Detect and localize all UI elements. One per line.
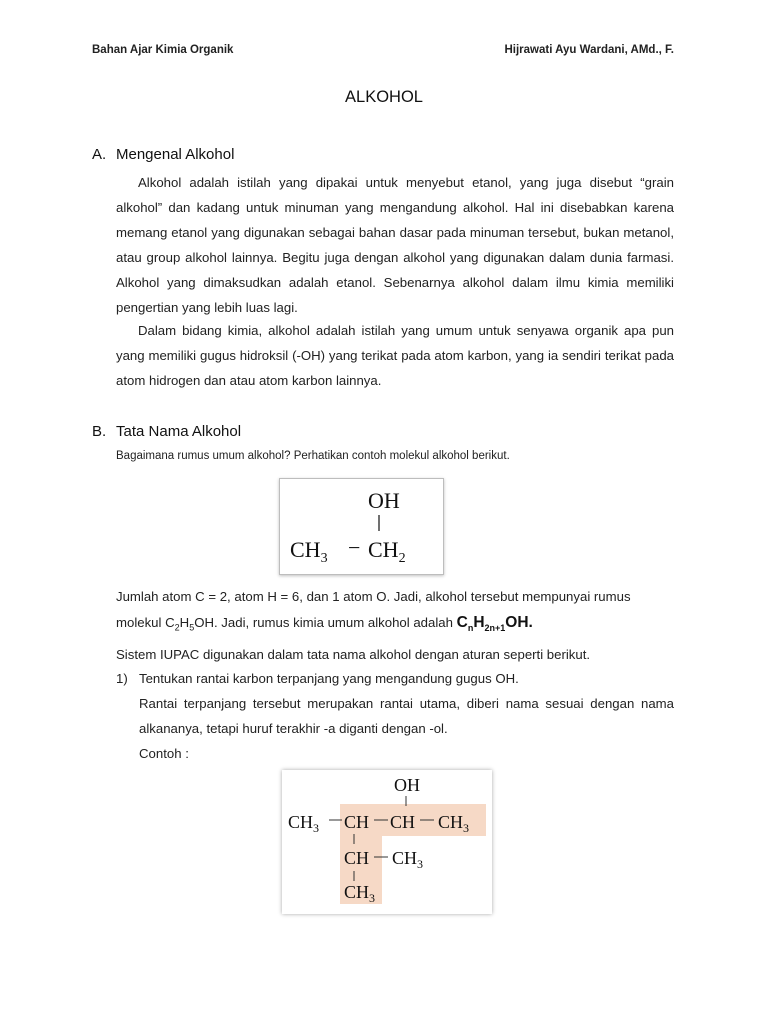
section-b-intro: Bagaimana rumus umum alkohol? Perhatikan contoh molekul alkohol berikut. xyxy=(116,450,510,462)
page-title: ALKOHOL xyxy=(345,88,423,106)
general-formula: $C_nH_{2n+1}OH$. xyxy=(456,614,533,634)
section-b-title: Tata Nama Alkohol xyxy=(116,423,242,440)
row3-ch3: $CH_3$ xyxy=(344,882,376,905)
example-label: Contoh : xyxy=(139,746,189,761)
iupac-intro-text: Sistem IUPAC digunakan dalam tata nama alkohol dengan aturan seperti berikut. xyxy=(116,647,591,662)
row1-ch-1: CH xyxy=(344,812,370,832)
ethanol-ch2-label: $CH_2$ xyxy=(368,537,406,566)
rule-1-text: Tentukan rantai karbon terpanjang yang mengandung gugus OH. xyxy=(139,671,519,686)
branch-oh-label: OH xyxy=(394,775,420,795)
section-a-heading xyxy=(92,146,234,163)
row1-ch-2: CH xyxy=(390,812,416,832)
section-a-number: A. xyxy=(92,146,107,163)
branched-alcohol-figure xyxy=(282,770,492,914)
header-left: Bahan Ajar Kimia Organik xyxy=(92,44,234,56)
section-b-heading xyxy=(92,423,241,440)
section-b-number: B. xyxy=(92,423,107,440)
ethanol-structure-figure xyxy=(279,478,444,575)
ethanol-oh-label: OH xyxy=(368,488,400,513)
branched-alcohol-svg xyxy=(282,770,492,914)
row2-ch3: $CH_3$ xyxy=(392,848,424,871)
row1-ch3-right: $CH_3$ xyxy=(438,812,470,835)
row2-ch: CH xyxy=(344,848,370,868)
rule-1-detail: Rantai terpanjang tersebut merupakan rantai utama, diberi nama sesuai dengan nama alkananya, tetapi huruf terakhir -a diganti dengan -ol. xyxy=(139,696,674,736)
section-a-title: Mengenal Alkohol xyxy=(116,146,235,163)
ethanol-bond-dash: − xyxy=(348,535,361,560)
rule-1-number: 1) xyxy=(116,671,128,686)
header-right: Hijrawati Ayu Wardani, AMd., F. xyxy=(504,44,674,56)
section-a-paragraph-1: Alkohol adalah istilah yang dipakai untuk menyebut etanol, yang juga disebut “grain alkohol” dan kadang untuk minuman yang mengandung alkohol. Hal ini disebabkan karena memang etanol yang digunakan sebagai bahan dasar pada minuman tersebut, bukan metanol, atau group alkohol lainnya. Begitu juga dengan alkohol yang digunakan dalam dunia farmasi. Alkohol yang dimaksudkan adalah etanol. Sebenarnya alkohol dalam ilmu kimia memiliki pengertian yang lebih luas lagi. xyxy=(116,175,674,315)
ethanol-structure-svg xyxy=(280,479,443,574)
atom-count-text: Jumlah atom C = 2, atom H = 6, dan 1 atom O. Jadi, alkohol tersebut mempunyai rumus xyxy=(116,589,631,604)
section-a-paragraph-2: Dalam bidang kimia, alkohol adalah istilah yang umum untuk senyawa organik apa pun yang memiliki gugus hidroksil (-OH) yang terikat pada atom karbon, yang ia sendiri terikat pada atom hidrogen dan atau atom karbon lainnya. xyxy=(116,323,674,388)
molecule-formula-line: molekul $C_2H_5OH$. Jadi, rumus kimia umum alkohol adalah $C_nH_{2n+1}OH$. xyxy=(116,614,533,634)
ethanol-ch3-label: $CH_3$ xyxy=(290,537,328,566)
row1-ch3-left: $CH_3$ xyxy=(288,812,320,835)
